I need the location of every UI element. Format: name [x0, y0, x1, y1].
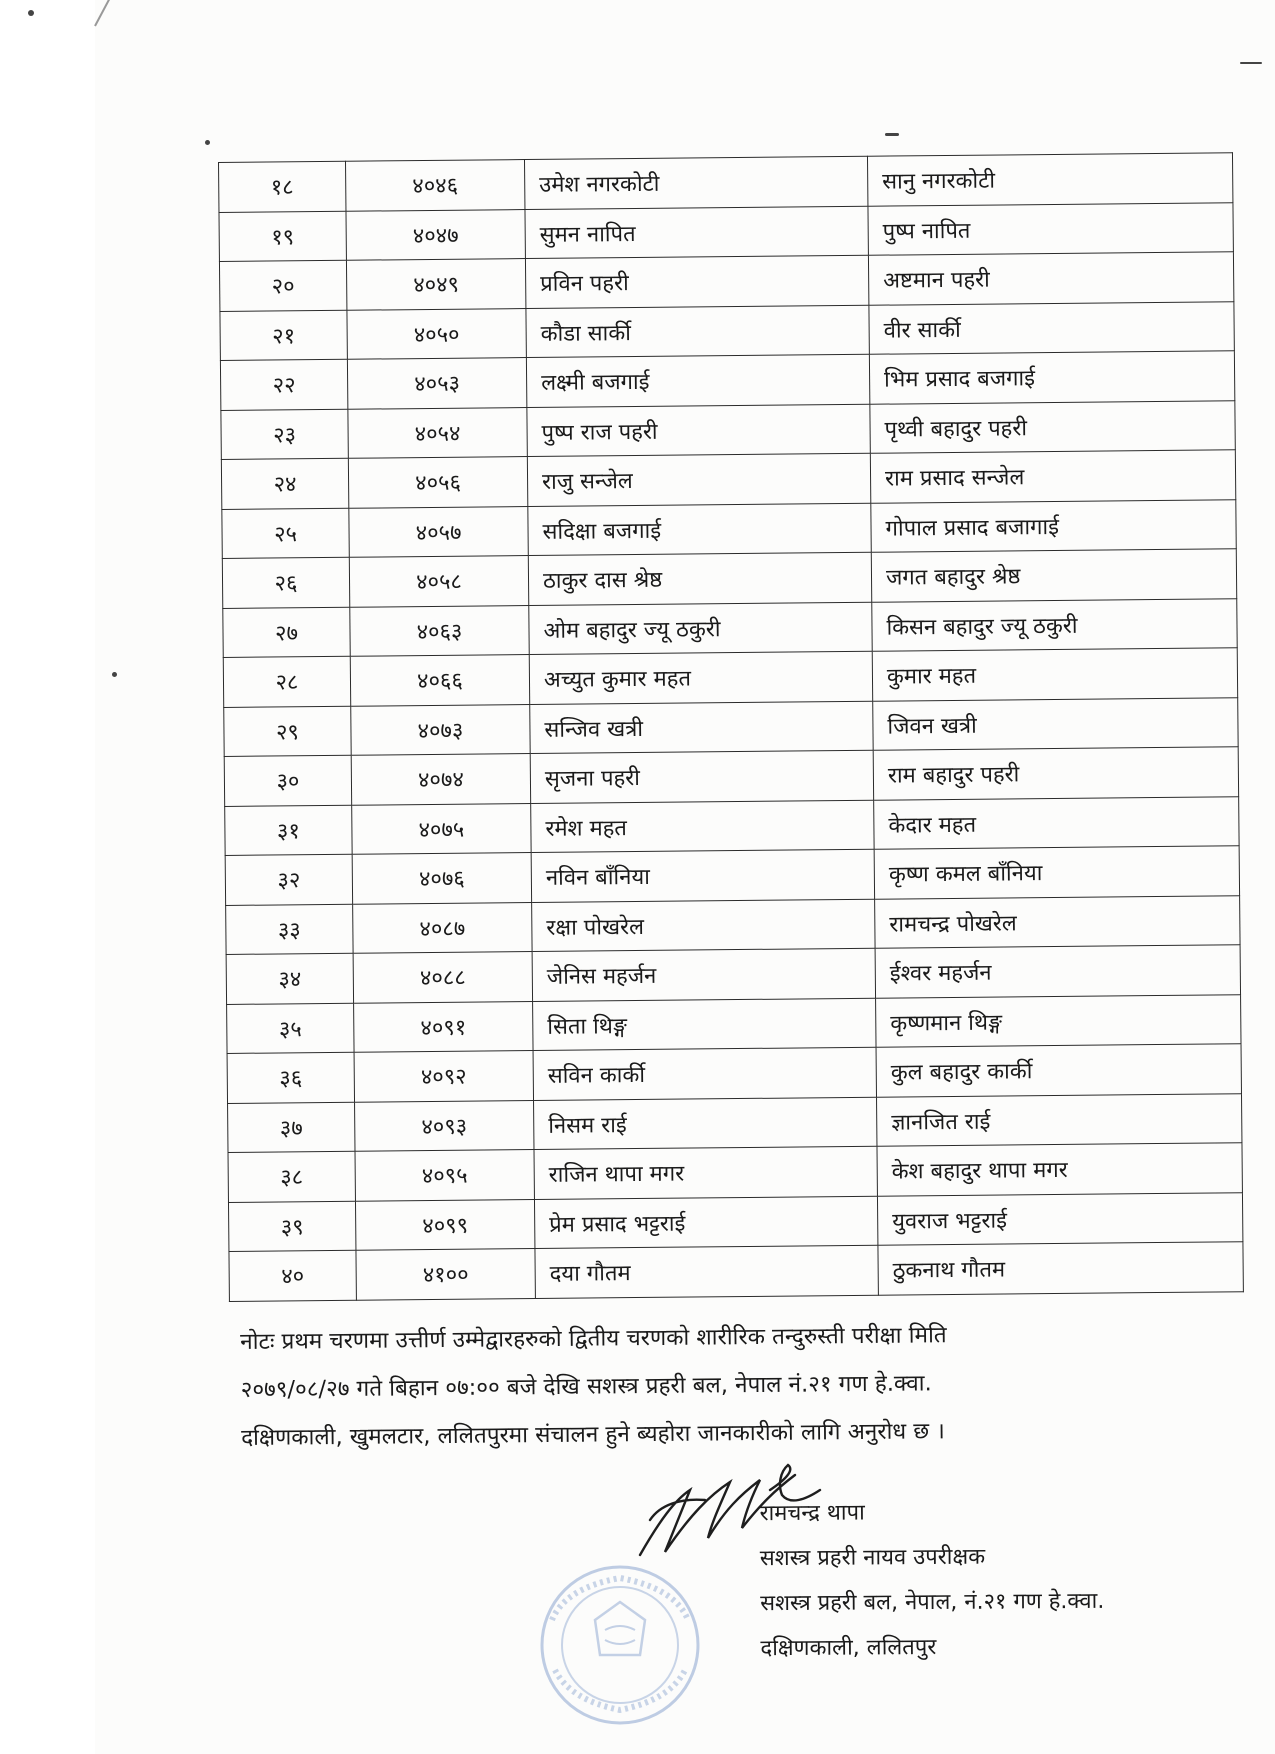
father-name-cell: कृष्णमान थिङ्ग — [876, 994, 1241, 1047]
scan-speck — [28, 10, 34, 16]
father-name-cell: युवराज भट्टराई — [877, 1192, 1242, 1245]
serial-number-cell: २१ — [220, 310, 347, 361]
candidate-name-cell: सिता थिङ्ग — [533, 998, 876, 1051]
candidate-name-cell: सन्जिव खत्री — [530, 701, 873, 754]
father-name-cell: राम प्रसाद सन्जेल — [870, 450, 1235, 503]
serial-number-cell: २६ — [222, 557, 349, 608]
father-name-cell: ठुकनाथ गौतम — [878, 1242, 1243, 1295]
candidate-name-cell: रमेश महत — [531, 800, 874, 853]
father-name-cell: ज्ञानजित राई — [877, 1093, 1242, 1146]
father-name-cell: कृष्ण कमल बाँनिया — [874, 846, 1239, 899]
roll-number-cell: ४०५८ — [349, 556, 528, 607]
serial-number-cell: ३० — [224, 755, 351, 806]
serial-number-cell: २९ — [224, 706, 351, 757]
father-name-cell: केश बहादुर थापा मगर — [877, 1143, 1242, 1196]
candidate-name-cell: रक्षा पोखरेल — [532, 899, 875, 952]
candidate-name-cell: निसम राई — [534, 1097, 877, 1150]
serial-number-cell: २२ — [220, 359, 347, 410]
results-table — [218, 152, 1244, 1301]
signatory-block — [759, 1489, 1104, 1671]
signatory-name: रामचन्द्र थापा — [759, 1500, 865, 1527]
father-name-cell: पुष्प नापित — [868, 202, 1233, 255]
father-name-cell: जगत बहादुर श्रेष्ठ — [871, 549, 1236, 602]
signatory-designation: सशस्त्र प्रहरी नायव उपरीक्षक — [759, 1544, 986, 1572]
roll-number-cell: ४०९१ — [354, 1001, 533, 1052]
roll-number-cell: ४०४९ — [346, 259, 525, 310]
roll-number-cell: ४०९९ — [355, 1199, 534, 1250]
serial-number-cell: ३१ — [225, 805, 352, 856]
serial-number-cell: ३२ — [225, 854, 352, 905]
roll-number-cell: ४०९५ — [355, 1150, 534, 1201]
serial-number-cell: ३९ — [228, 1201, 355, 1252]
notice-line: २०७९/०८/२७ गते बिहान ०७:०० बजे देखि सशस्त्र प्रहरी बल, नेपाल नं.२१ गण हे.क्वा. — [240, 1370, 932, 1403]
table-row — [229, 1242, 1243, 1301]
candidate-name-cell: सविन कार्की — [533, 1047, 876, 1100]
father-name-cell: केदार महत — [874, 796, 1239, 849]
serial-number-cell: २३ — [221, 409, 348, 460]
roll-number-cell: ४०७६ — [352, 853, 531, 904]
roll-number-cell: ४०४६ — [345, 160, 524, 211]
roll-number-cell: ४०५४ — [348, 407, 527, 458]
father-name-cell: रामचन्द्र पोखरेल — [875, 895, 1240, 948]
roll-number-cell: ४०५३ — [347, 358, 526, 409]
signatory-location: दक्षिणकाली, ललितपुर — [760, 1634, 937, 1662]
scan-speck — [205, 140, 210, 145]
roll-number-cell: ४०५६ — [348, 457, 527, 508]
roll-number-cell: ४०५० — [347, 308, 526, 359]
scan-speck — [885, 133, 899, 136]
father-name-cell: पृथ्वी बहादुर पहरी — [870, 400, 1235, 453]
father-name-cell: कुमार महत — [872, 648, 1237, 701]
father-name-cell: वीर सार्की — [869, 301, 1234, 354]
roll-number-cell: ४०६६ — [350, 655, 529, 706]
candidate-name-cell: उमेश नगरकोटी — [524, 156, 867, 209]
father-name-cell: जिवन खत्री — [873, 697, 1238, 750]
father-name-cell: भिम प्रसाद बजगाई — [869, 351, 1234, 404]
serial-number-cell: ४० — [229, 1250, 356, 1301]
candidate-name-cell: नविन बाँनिया — [531, 849, 874, 902]
father-name-cell: किसन बहादुर ज्यू ठकुरी — [872, 598, 1237, 651]
notice-line: नोटः प्रथम चरणमा उत्तीर्ण उम्मेद्वारहरुको द्वितीय चरणको शारीरिक तन्दुरुस्ती परीक्षा मिति — [240, 1322, 947, 1355]
roll-number-cell: ४०५७ — [349, 506, 528, 557]
serial-number-cell: ३३ — [226, 904, 353, 955]
roll-number-cell: ४०६३ — [350, 605, 529, 656]
candidate-name-cell: सदिक्षा बजगाई — [528, 503, 871, 556]
roll-number-cell: ४०७४ — [351, 754, 530, 805]
roll-number-cell: ४०८८ — [353, 952, 532, 1003]
serial-number-cell: २० — [219, 260, 346, 311]
serial-number-cell: २८ — [223, 656, 350, 707]
notice-paragraph — [240, 1309, 1161, 1462]
serial-number-cell: २४ — [221, 458, 348, 509]
candidate-name-cell: कौडा सार्की — [526, 305, 869, 358]
candidate-name-cell: राजु सन्जेल — [527, 453, 870, 506]
candidate-name-cell: लक्ष्मी बजगाई — [526, 354, 869, 407]
roll-number-cell: ४०८७ — [353, 902, 532, 953]
candidate-name-cell: जेनिस महर्जन — [532, 948, 875, 1001]
father-name-cell: सानु नगरकोटी — [867, 153, 1232, 206]
roll-number-cell: ४१०० — [356, 1249, 535, 1300]
candidate-name-cell: पुष्प राज पहरी — [527, 404, 870, 457]
notice-line: दक्षिणकाली, खुमलटार, ललितपुरमा संचालन हुने ब्यहोरा जानकारीको लागि अनुरोध छ । — [241, 1418, 945, 1451]
father-name-cell: अष्टमान पहरी — [868, 252, 1233, 305]
candidate-name-cell: सुमन नापित — [525, 206, 868, 259]
candidate-name-cell: ठाकुर दास श्रेष्ठ — [528, 552, 871, 605]
roll-number-cell: ४०९३ — [355, 1100, 534, 1151]
serial-number-cell: १८ — [219, 161, 346, 212]
roll-number-cell: ४०४७ — [346, 209, 525, 260]
serial-number-cell: १९ — [219, 211, 346, 262]
serial-number-cell: ३६ — [227, 1052, 354, 1103]
candidate-name-cell: ओम बहादुर ज्यू ठकुरी — [529, 602, 872, 655]
candidate-name-cell: प्रविन पहरी — [525, 255, 868, 308]
candidate-name-cell: प्रेम प्रसाद भट्टराई — [534, 1196, 877, 1249]
roll-number-cell: ४०७३ — [351, 704, 530, 755]
scan-speck — [112, 672, 117, 677]
father-name-cell: ईश्वर महर्जन — [875, 945, 1240, 998]
father-name-cell: राम बहादुर पहरी — [873, 747, 1238, 800]
serial-number-cell: २५ — [222, 508, 349, 559]
candidate-name-cell: राजिन थापा मगर — [534, 1146, 877, 1199]
results-table-body — [219, 153, 1244, 1301]
signatory-unit: सशस्त्र प्रहरी बल, नेपाल, नं.२१ गण हे.क्वा. — [760, 1588, 1105, 1617]
serial-number-cell: २७ — [223, 607, 350, 658]
candidate-name-cell: अच्युत कुमार महत — [529, 651, 872, 704]
scan-speck — [1240, 62, 1262, 64]
serial-number-cell: ३७ — [228, 1102, 355, 1153]
roll-number-cell: ४०९२ — [354, 1051, 533, 1102]
serial-number-cell: ३५ — [227, 1003, 354, 1054]
father-name-cell: कुल बहादुर कार्की — [876, 1044, 1241, 1097]
roll-number-cell: ४०७५ — [352, 803, 531, 854]
candidate-name-cell: दया गौतम — [535, 1245, 878, 1298]
serial-number-cell: ३८ — [228, 1151, 355, 1202]
serial-number-cell: ३४ — [226, 953, 353, 1004]
candidate-name-cell: सृजना पहरी — [530, 750, 873, 803]
office-seal-stamp — [500, 1560, 740, 1730]
father-name-cell: गोपाल प्रसाद बजागाई — [871, 499, 1236, 552]
